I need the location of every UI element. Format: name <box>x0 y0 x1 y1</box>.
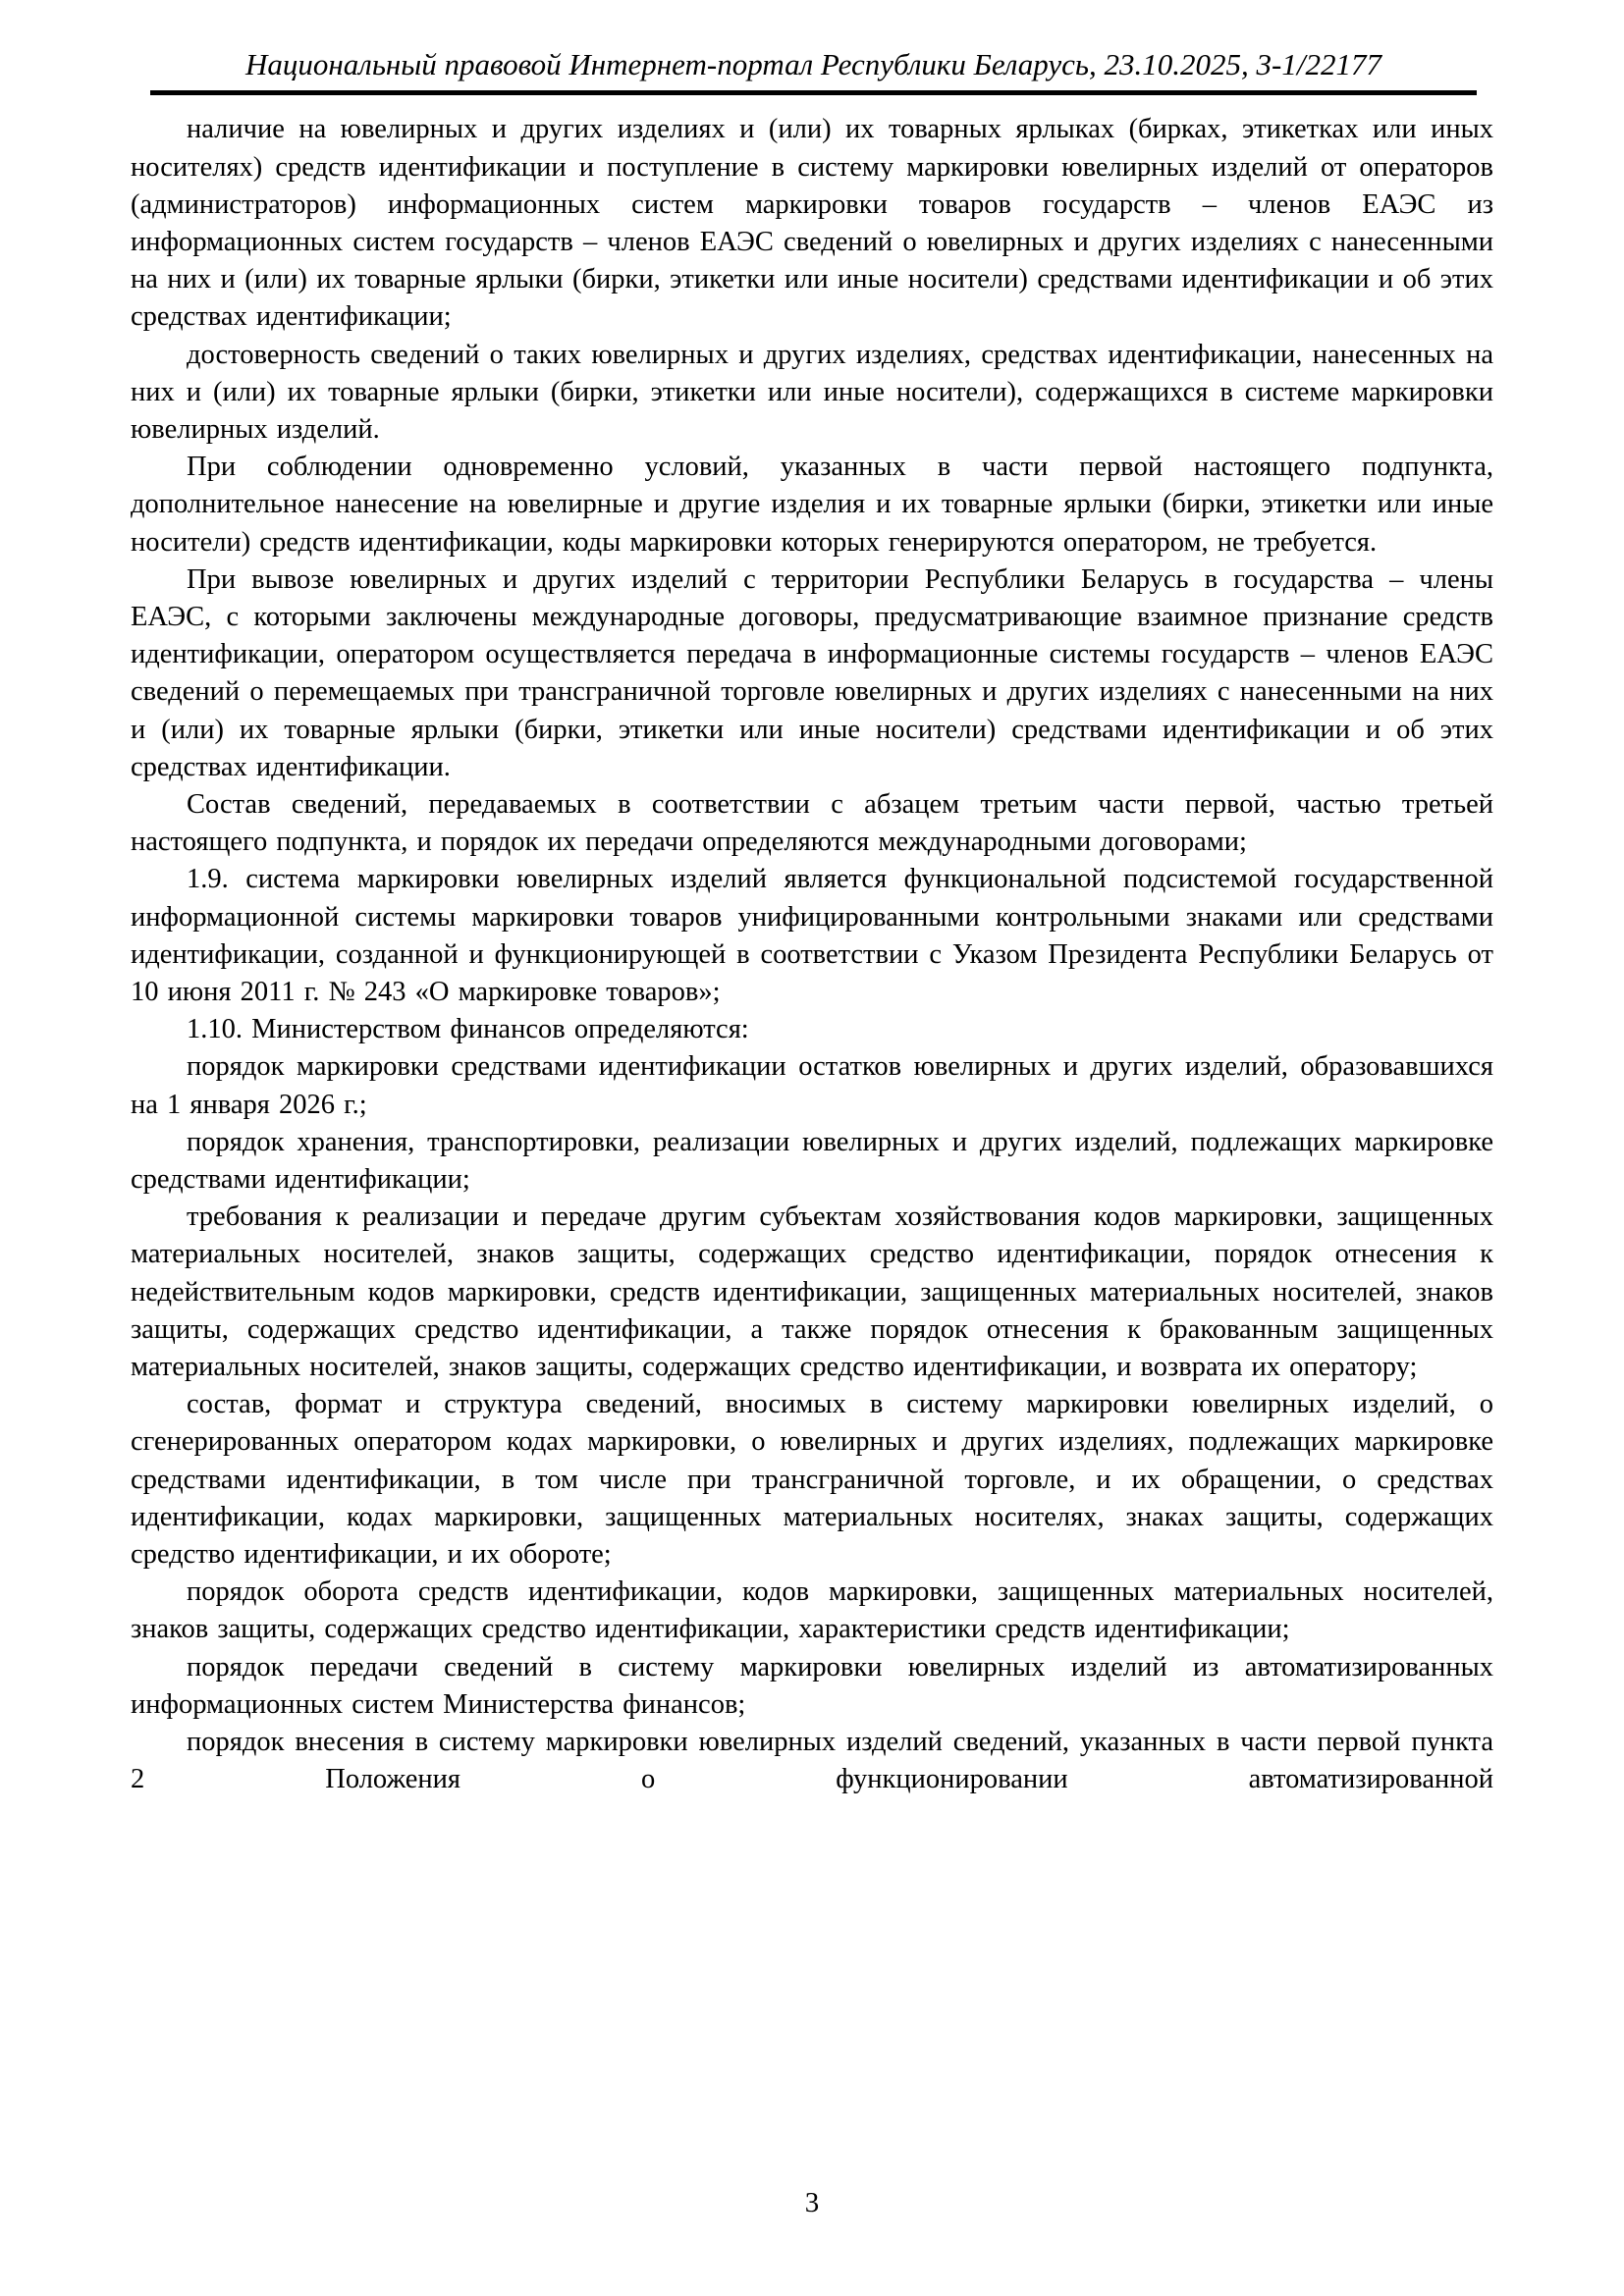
page-header <box>150 45 1477 95</box>
document-body <box>131 111 1493 1798</box>
paragraph: наличие на ювелирных и других изделиях и (или) их товарных ярлыках (бирках, этикетках или иных носителях) средств идентификации и поступление в систему маркировки ювелирных изделий от операторов (администраторов) информационных систем маркировки товаров государств – членов ЕАЭС из информационных систем государств – членов ЕАЭС сведений о ювелирных и других изделиях с нанесенными на них и (или) их товарные ярлыки (бирки, этикетки или иные носители) средствами идентификации и об этих средствах идентификации; <box>131 114 1493 333</box>
paragraph: порядок оборота средств идентификации, кодов маркировки, защищенных материальных носителей, знаков защиты, содержащих средство идентификации, характеристики средств идентификации; <box>131 1576 1493 1645</box>
paragraph: состав, формат и структура сведений, вносимых в систему маркировки ювелирных изделий, о сгенерированных оператором кодах маркировки, о ювелирных и других изделиях, подлежащих маркировке средствами идентификации, в том числе при трансграничной торговле, и их обращении, о средствах идентификации, кодах маркировки, защищенных материальных носителях, знаках защиты, содержащих средство идентификации, и их обороте; <box>131 1389 1493 1571</box>
paragraph: порядок хранения, транспортировки, реализации ювелирных и других изделий, подлежащих маркировке средствами идентификации; <box>131 1126 1493 1195</box>
paragraph: достоверность сведений о таких ювелирных и других изделиях, средствах идентификации, нанесенных на них и (или) их товарные ярлыки (бирки, этикетки или иные носители), содержащихся в системе маркировки ювелирных изделий. <box>131 339 1493 445</box>
paragraph: требования к реализации и передаче другим субъектам хозяйствования кодов маркировки, защищенных материальных носителей, знаков защиты, содержащих средство идентификации, порядок отнесения к недействительным кодов маркировки, средств идентификации, защищенных материальных носителей, знаков защиты, содержащих средство идентификации, а также порядок отнесения к бракованным защищенных материальных носителей, знаков защиты, содержащих средство идентификации, и возврата их оператору; <box>131 1201 1493 1382</box>
paragraph: При вывозе ювелирных и других изделий с территории Республики Беларусь в государства – члены ЕАЭС, с которыми заключены международные договоры, предусматривающие взаимное признание средств идентификации, оператором осуществляется передача в информационные системы государств – членов ЕАЭС сведений о перемещаемых при трансграничной торговле ювелирных и других изделиях с нанесенными на них и (или) их товарные ярлыки (бирки, этикетки или иные носители) средствами идентификации и об этих средствах идентификации. <box>131 563 1493 782</box>
page-number: 3 <box>804 2187 820 2218</box>
header-title: Национальный правовой Интернет-портал Республики Беларусь, 23.10.2025, 3-1/22177 <box>245 47 1381 81</box>
paragraph: При соблюдении одновременно условий, указанных в части первой настоящего подпункта, дополнительное нанесение на ювелирные и другие изделия и их товарные ярлыки (бирки, этикетки или иные носители) средств идентификации, коды маркировки которых генерируются оператором, не требуется. <box>131 452 1493 558</box>
paragraph: порядок внесения в систему маркировки ювелирных изделий сведений, указанных в части первой пункта 2 Положения о функционировании автоматизированной <box>131 1727 1493 1795</box>
paragraph: 1.9. система маркировки ювелирных изделий является функциональной подсистемой государственной информационной системы маркировки товаров унифицированными контрольными знаками или средствами идентификации, созданной и функционирующей в соответствии с Указом Президента Республики Беларусь от 10 июня 2011 г. № 243 «О маркировке товаров»; <box>131 864 1493 1007</box>
paragraph: 1.10. Министерством финансов определяются: <box>187 1014 749 1045</box>
paragraph: Состав сведений, передаваемых в соответствии с абзацем третьим части первой, частью третьей настоящего подпункта, и порядок их передачи определяются международными договорами; <box>131 788 1493 858</box>
paragraph: порядок маркировки средствами идентификации остатков ювелирных и других изделий, образовавшихся на 1 января 2026 г.; <box>131 1051 1493 1120</box>
paragraph: порядок передачи сведений в систему маркировки ювелирных изделий из автоматизированных информационных систем Министерства финансов; <box>131 1651 1493 1720</box>
